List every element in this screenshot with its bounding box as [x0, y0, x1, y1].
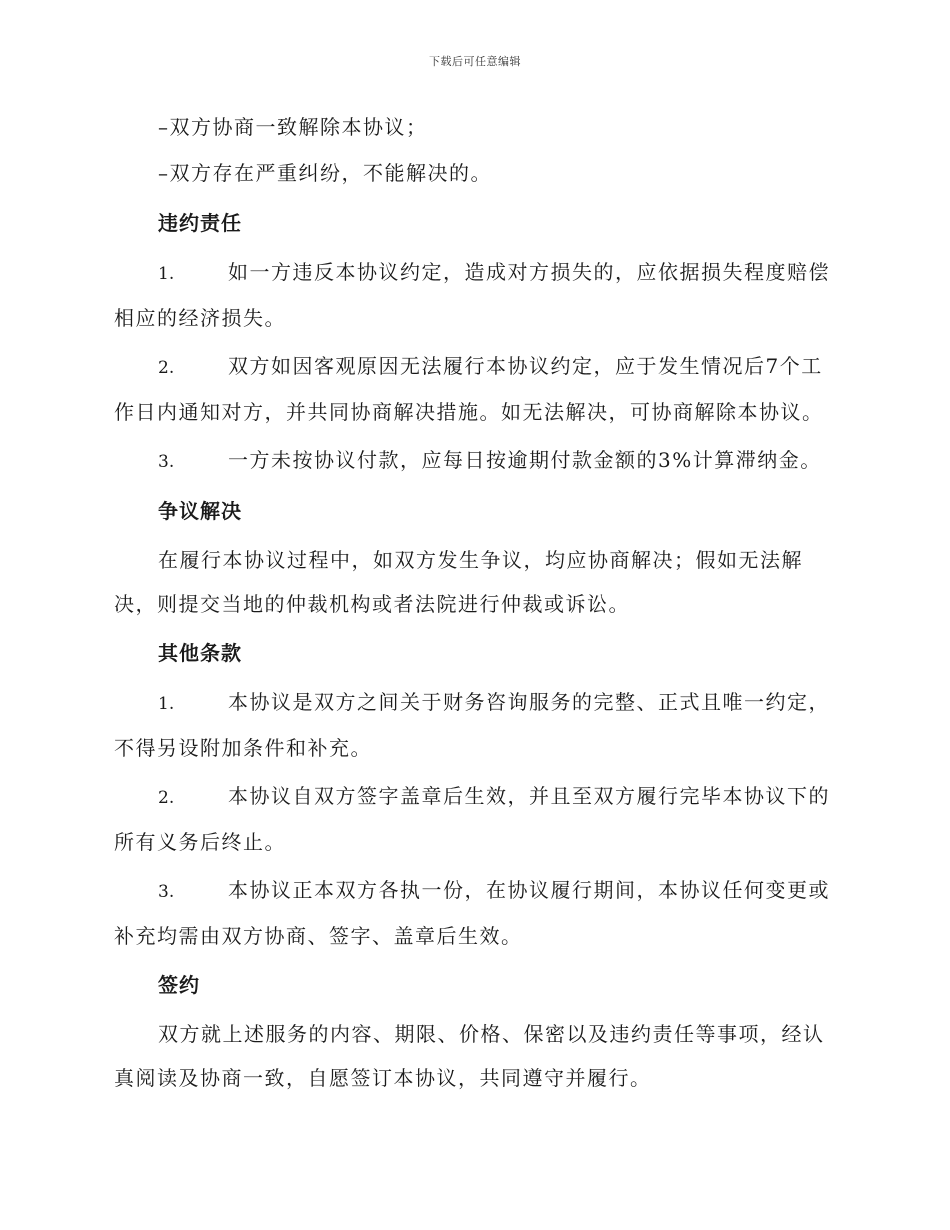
termination-item: –双方协商一致解除本协议；: [158, 115, 428, 139]
item-text: 双方如因客观原因无法履行本协议约定，应于发生情况后7个工作日内通知对方，并共同协商解决措施。如无法解决，可协商解除本协议。: [114, 354, 824, 424]
section-heading-dispute: 争议解决: [158, 499, 242, 523]
breach-item-3: [114, 438, 834, 484]
section-heading-signing: 签约: [158, 973, 200, 997]
item-number: 2.: [158, 358, 175, 378]
page-header-note: 下载后可任意编辑: [429, 55, 521, 68]
section-heading-other: 其他条款: [158, 641, 242, 665]
item-number: 2.: [158, 788, 175, 808]
item-number: 1.: [158, 264, 175, 284]
document-body: [114, 104, 834, 1100]
dispute-paragraph: 在履行本协议过程中，如双方发生争议，均应协商解决；假如无法解决，则提交当地的仲裁机构或者法院进行仲裁或诉讼。: [114, 548, 803, 616]
termination-item: –双方存在严重纠纷，不能解决的。: [158, 161, 492, 185]
item-number: 3.: [158, 882, 175, 902]
breach-item-2: [114, 344, 834, 434]
item-number: 1.: [158, 694, 175, 714]
breach-item-1: [114, 250, 834, 340]
item-text: 本协议自双方签字盖章后生效，并且至双方履行完毕本协议下的所有义务后终止。: [114, 784, 830, 854]
section-heading-breach: 违约责任: [158, 211, 242, 235]
item-number: 3.: [158, 452, 175, 472]
other-item-3: [114, 868, 834, 958]
item-text: 如一方违反本协议约定，造成对方损失的，应依据损失程度赔偿相应的经济损失。: [114, 260, 830, 330]
item-text: 本协议是双方之间关于财务咨询服务的完整、正式且唯一约定，不得另设附加条件和补充。: [114, 690, 830, 760]
item-text: 一方未按协议付款，应每日按逾期付款金额的3%计算滞纳金。: [228, 448, 822, 472]
other-item-1: [114, 680, 834, 770]
signing-paragraph: 双方就上述服务的内容、期限、价格、保密以及违约责任等事项，经认真阅读及协商一致，自愿签订本协议，共同遵守并履行。: [114, 1022, 825, 1090]
other-item-2: [114, 774, 834, 864]
item-text: 本协议正本双方各执一份，在协议履行期间，本协议任何变更或补充均需由双方协商、签字、盖章后生效。: [114, 878, 830, 948]
